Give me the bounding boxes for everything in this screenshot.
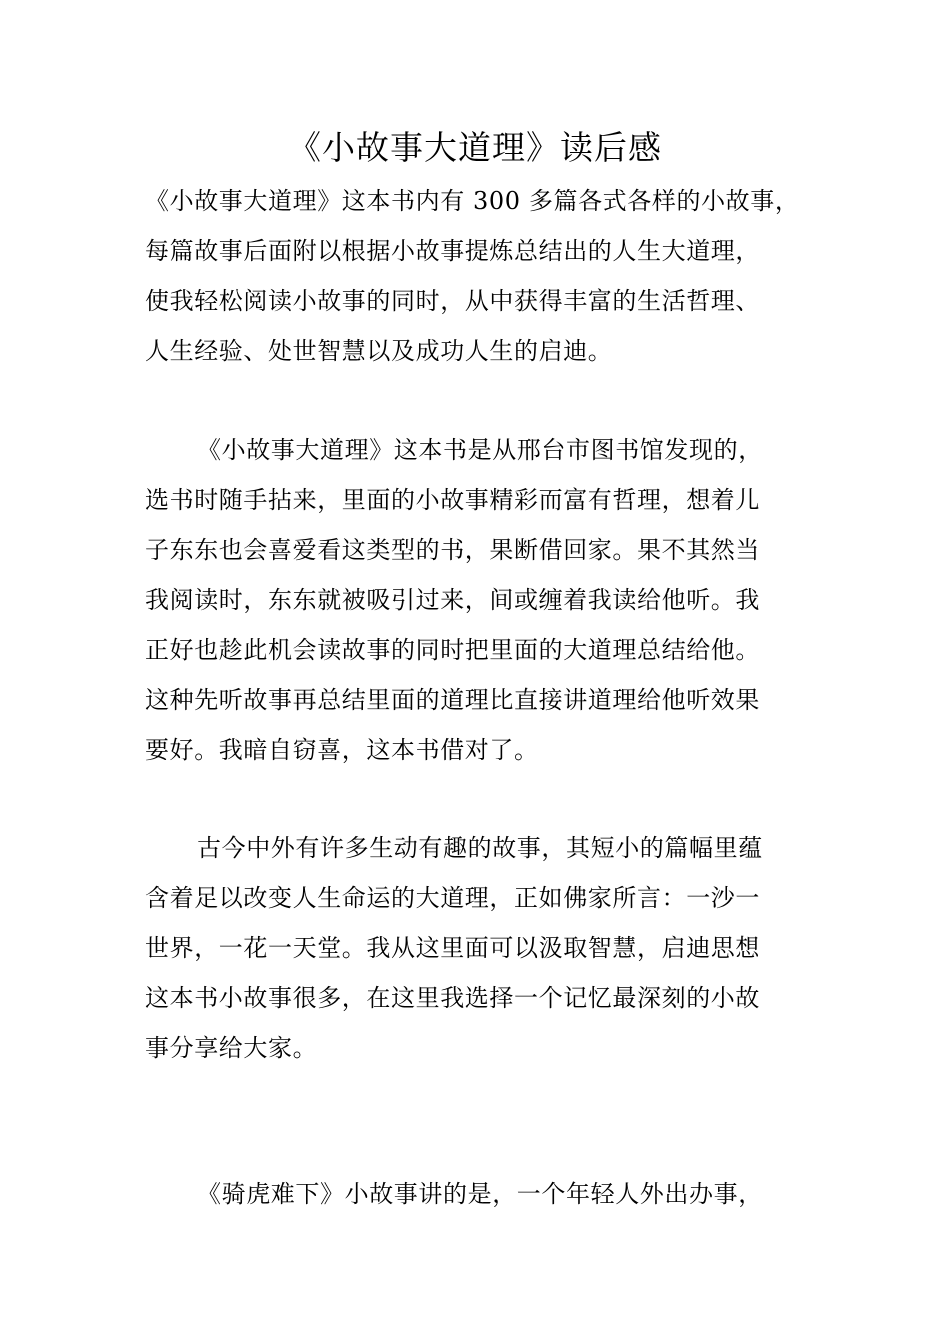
paragraph-line: 人生经验、处世智慧以及成功人生的启迪。: [145, 337, 613, 365]
paragraph-line: 我阅读时，东东就被吸引过来，间或缠着我读给他听。我: [145, 586, 760, 614]
paragraph-2: [145, 425, 809, 775]
paragraph-line: 这种先听故事再总结里面的道理比直接讲道理给他听效果: [145, 686, 760, 714]
paragraph-line: 《小故事大道理》这本书内有 300 多篇各式各样的小故事，: [145, 187, 800, 215]
paragraph-line: 正好也趁此机会读故事的同时把里面的大道理总结给他。: [145, 636, 760, 664]
paragraph-4: [145, 1169, 809, 1219]
paragraph-line: 每篇故事后面附以根据小故事提炼总结出的人生大道理，: [145, 237, 760, 265]
paragraph-line: 含着足以改变人生命运的大道理，正如佛家所言：一沙一: [145, 884, 760, 912]
paragraph-line: 子东东也会喜爱看这类型的书，果断借回家。果不其然当: [145, 536, 760, 564]
document-title: 《小故事大道理》读后感: [288, 128, 662, 167]
paragraph-line: 世界，一花一天堂。我从这里面可以汲取智慧，启迪思想: [145, 934, 760, 962]
paragraph-line: 这本书小故事很多，在这里我选择一个记忆最深刻的小故: [145, 984, 760, 1012]
paragraph-line: 使我轻松阅读小故事的同时，从中获得丰富的生活哲理、: [145, 287, 760, 315]
paragraph-1: [145, 176, 809, 376]
paragraph-line: 《骑虎难下》小故事讲的是，一个年轻人外出办事，: [197, 1180, 763, 1208]
paragraph-line: 事分享给大家。: [145, 1034, 318, 1062]
paragraph-3: [145, 823, 809, 1073]
paragraph-line: 《小故事大道理》这本书是从邢台市图书馆发现的，: [197, 436, 763, 464]
paragraph-line: 要好。我暗自窃喜，这本书借对了。: [145, 736, 539, 764]
paragraph-line: 古今中外有许多生动有趣的故事，其短小的篇幅里蕴: [197, 834, 763, 862]
paragraph-line: 选书时随手拈来，里面的小故事精彩而富有哲理，想着儿: [145, 486, 760, 514]
